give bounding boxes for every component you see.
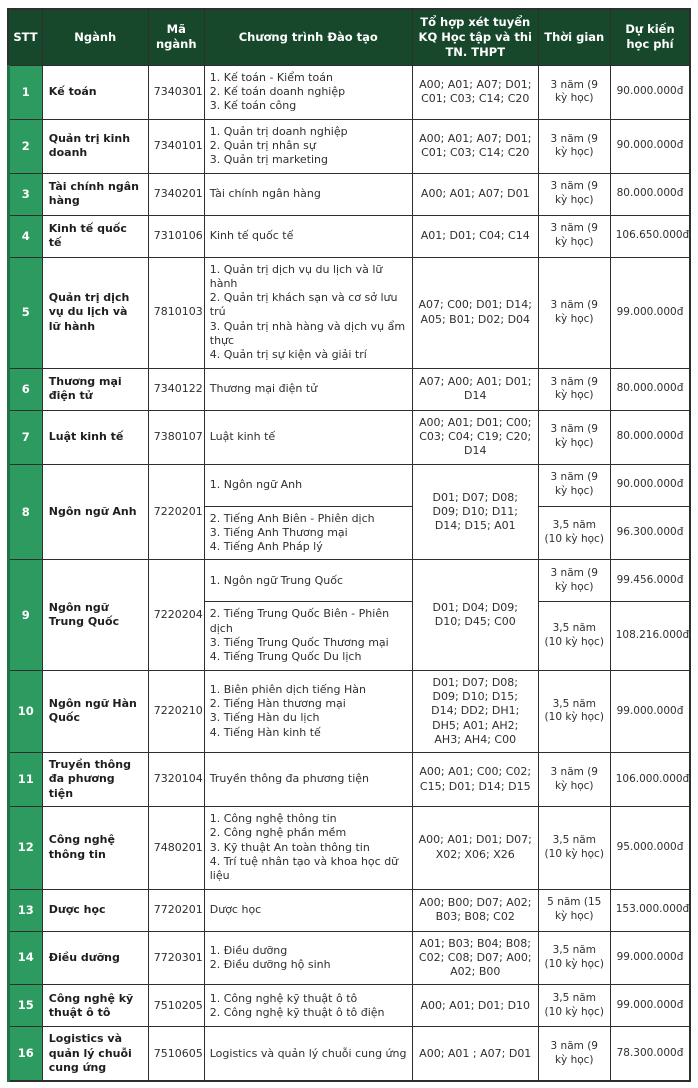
program-line: 3. Tiếng Anh Thương mại <box>209 525 348 539</box>
cell-subject-combos: A00; A01; A07; D01; C01; C03; C14; C20 <box>412 119 538 173</box>
cell-major: Ngôn ngữ Hàn Quốc <box>42 670 148 752</box>
cell-duration: 3 năm (9 kỳ học) <box>538 464 610 506</box>
cell-duration: 3 năm (9 kỳ học) <box>538 753 610 807</box>
cell-fee: 80.000.000đ <box>610 368 690 410</box>
program-line: Kinh tế quốc tế <box>209 228 294 242</box>
cell-stt: 10 <box>8 670 42 752</box>
program-line: 4. Tiếng Hàn kinh tế <box>209 725 321 739</box>
column-header-nganh: Ngành <box>42 9 148 65</box>
cell-fee: 106.650.000đ <box>610 215 690 257</box>
cell-programs <box>204 410 412 464</box>
program-line: Truyền thông đa phương tiện <box>209 772 369 786</box>
cell-major-code: 7340201 <box>148 173 204 215</box>
cell-fee: 99.000.000đ <box>610 670 690 752</box>
cell-duration: 5 năm (15 kỳ học) <box>538 889 610 931</box>
cell-subject-combos: A00; B00; D07; A02; B03; B08; C02 <box>412 889 538 931</box>
cell-subject-combos: D01; D04; D09; D10; D45; C00 <box>412 560 538 670</box>
cell-fee: 90.000.000đ <box>610 464 690 506</box>
cell-programs <box>204 560 412 602</box>
cell-major-code: 7220204 <box>148 560 204 670</box>
cell-subject-combos: A00; A01; C00; C02; C15; D01; D14; D15 <box>412 753 538 807</box>
program-line: 3. Tiếng Trung Quốc Thương mại <box>209 636 389 650</box>
program-line: 2. Tiếng Hàn thương mại <box>209 697 346 711</box>
program-line: 2. Quản trị khách sạn và cơ sở lưu trú <box>209 291 398 319</box>
cell-duration: 3 năm (9 kỳ học) <box>538 410 610 464</box>
cell-major-code: 7720201 <box>148 889 204 931</box>
table-row <box>8 753 690 807</box>
cell-major-code: 7340101 <box>148 119 204 173</box>
program-line: 1. Biên phiên dịch tiếng Hàn <box>209 682 366 696</box>
cell-major-code: 7510205 <box>148 985 204 1027</box>
cell-programs <box>204 889 412 931</box>
cell-fee: 96.300.000đ <box>610 506 690 560</box>
table-row <box>8 464 690 506</box>
cell-duration: 3 năm (9 kỳ học) <box>538 257 610 368</box>
cell-major-code: 7310106 <box>148 215 204 257</box>
cell-subject-combos: A07; A00; A01; D01; D14 <box>412 368 538 410</box>
cell-stt: 7 <box>8 410 42 464</box>
cell-major: Kế toán <box>42 65 148 119</box>
program-line: 3. Tiếng Hàn du lịch <box>209 711 320 725</box>
cell-subject-combos: A00; A01; D01; D10 <box>412 985 538 1027</box>
cell-fee: 90.000.000đ <box>610 119 690 173</box>
table-row <box>8 257 690 368</box>
cell-fee: 95.000.000đ <box>610 807 690 889</box>
table-row <box>8 368 690 410</box>
cell-fee: 108.216.000đ <box>610 602 690 670</box>
cell-stt: 1 <box>8 65 42 119</box>
table-row <box>8 889 690 931</box>
cell-fee: 99.456.000đ <box>610 560 690 602</box>
cell-stt: 6 <box>8 368 42 410</box>
cell-fee: 106.000.000đ <box>610 753 690 807</box>
program-line: 1. Quản trị doanh nghiệp <box>209 124 348 138</box>
program-line: Thương mại điện tử <box>209 382 318 396</box>
cell-duration: 3 năm (9 kỳ học) <box>538 173 610 215</box>
table-row <box>8 119 690 173</box>
table-row <box>8 807 690 889</box>
cell-stt: 9 <box>8 560 42 670</box>
cell-duration: 3 năm (9 kỳ học) <box>538 119 610 173</box>
program-line: Luật kinh tế <box>209 429 276 443</box>
cell-programs <box>204 65 412 119</box>
cell-programs <box>204 173 412 215</box>
cell-stt: 14 <box>8 931 42 985</box>
cell-programs <box>204 464 412 506</box>
cell-duration: 3 năm (9 kỳ học) <box>538 368 610 410</box>
program-line: 1. Kế toán - Kiểm toán <box>209 70 333 84</box>
column-header-to_hop: Tổ hợp xét tuyển KQ Học tập và thi TN. THPT <box>412 9 538 65</box>
cell-programs <box>204 506 412 560</box>
cell-major-code: 7810103 <box>148 257 204 368</box>
cell-fee: 90.000.000đ <box>610 65 690 119</box>
cell-duration: 3 năm (9 kỳ học) <box>538 215 610 257</box>
cell-fee: 99.000.000đ <box>610 985 690 1027</box>
program-line: 3. Quản trị marketing <box>209 153 329 167</box>
cell-programs <box>204 670 412 752</box>
cell-major-code: 7510605 <box>148 1027 204 1081</box>
table-row <box>8 65 690 119</box>
cell-duration: 3 năm (9 kỳ học) <box>538 1027 610 1081</box>
cell-programs <box>204 119 412 173</box>
program-line: 2. Quản trị nhân sự <box>209 139 316 152</box>
program-line: Logistics và quản lý chuỗi cung ứng <box>209 1046 407 1060</box>
table-row <box>8 560 690 602</box>
cell-major: Thương mại điện tử <box>42 368 148 410</box>
program-line: 1. Điều dưỡng <box>209 943 288 957</box>
cell-stt: 8 <box>8 464 42 560</box>
cell-subject-combos: A00; A01 ; A07; D01 <box>412 1027 538 1081</box>
cell-duration: 3,5 năm (10 kỳ học) <box>538 807 610 889</box>
program-line: Dược học <box>209 902 262 916</box>
program-line: 2. Công nghệ phần mềm <box>209 826 347 840</box>
cell-stt: 2 <box>8 119 42 173</box>
cell-fee: 80.000.000đ <box>610 410 690 464</box>
program-line: 2. Tiếng Trung Quốc Biên - Phiên dịch <box>209 607 390 635</box>
table-row <box>8 931 690 985</box>
cell-programs <box>204 931 412 985</box>
cell-duration: 3,5 năm (10 kỳ học) <box>538 506 610 560</box>
cell-subject-combos: A07; C00; D01; D14; A05; B01; D02; D04 <box>412 257 538 368</box>
column-header-ma_nganh: Mã ngành <box>148 9 204 65</box>
table-row <box>8 173 690 215</box>
program-line: 4. Tiếng Trung Quốc Du lịch <box>209 650 362 664</box>
cell-major-code: 7720301 <box>148 931 204 985</box>
cell-stt: 11 <box>8 753 42 807</box>
cell-major: Truyền thông đa phương tiện <box>42 753 148 807</box>
program-line: 2. Tiếng Anh Biên - Phiên dịch <box>209 511 375 525</box>
cell-major: Công nghệ kỹ thuật ô tô <box>42 985 148 1027</box>
program-line: 4. Trí tuệ nhân tạo và khoa học dữ liệu <box>209 854 399 883</box>
header-row <box>8 9 690 65</box>
cell-fee: 99.000.000đ <box>610 931 690 985</box>
cell-subject-combos: A00; A01; A07; D01 <box>412 173 538 215</box>
program-line: 3. Quản trị nhà hàng và dịch vụ ẩm thực <box>209 319 406 348</box>
column-header-chuong_trinh: Chương trình Đào tạo <box>204 9 412 65</box>
cell-fee: 153.000.000đ <box>610 889 690 931</box>
cell-major: Quản trị dịch vụ du lịch và lữ hành <box>42 257 148 368</box>
cell-major: Tài chính ngân hàng <box>42 173 148 215</box>
cell-major-code: 7340122 <box>148 368 204 410</box>
cell-subject-combos: A00; A01; D01; C00; C03; C04; C19; C20; D14 <box>412 410 538 464</box>
cell-subject-combos: A00; A01; D01; D07; X02; X06; X26 <box>412 807 538 889</box>
table-row <box>8 410 690 464</box>
cell-programs <box>204 985 412 1027</box>
cell-duration: 3,5 năm (10 kỳ học) <box>538 670 610 752</box>
cell-stt: 5 <box>8 257 42 368</box>
cell-major: Ngôn ngữ Anh <box>42 464 148 560</box>
cell-major: Dược học <box>42 889 148 931</box>
tuition-table <box>7 8 692 1082</box>
column-header-stt: STT <box>8 9 42 65</box>
cell-programs <box>204 753 412 807</box>
program-line: 2. Điều dưỡng hộ sinh <box>209 957 331 971</box>
cell-major-code: 7220210 <box>148 670 204 752</box>
cell-duration: 3 năm (9 kỳ học) <box>538 560 610 602</box>
table-row <box>8 985 690 1027</box>
cell-fee: 80.000.000đ <box>610 173 690 215</box>
cell-major: Điều dưỡng <box>42 931 148 985</box>
column-header-hoc_phi: Dự kiến học phí <box>610 9 690 65</box>
cell-programs <box>204 368 412 410</box>
cell-major-code: 7380107 <box>148 410 204 464</box>
cell-major-code: 7320104 <box>148 753 204 807</box>
cell-programs <box>204 1027 412 1081</box>
cell-major: Ngôn ngữ Trung Quốc <box>42 560 148 670</box>
cell-major: Công nghệ thông tin <box>42 807 148 889</box>
cell-major: Logistics và quản lý chuỗi cung ứng <box>42 1027 148 1081</box>
cell-duration: 3,5 năm (10 kỳ học) <box>538 602 610 670</box>
cell-stt: 16 <box>8 1027 42 1081</box>
program-line: 2. Kế toán doanh nghiệp <box>209 85 346 99</box>
program-line: 3. Kỹ thuật An toàn thông tin <box>209 840 370 854</box>
cell-stt: 12 <box>8 807 42 889</box>
table-header <box>8 9 690 65</box>
cell-major: Luật kinh tế <box>42 410 148 464</box>
cell-major: Quản trị kinh doanh <box>42 119 148 173</box>
cell-major-code: 7480201 <box>148 807 204 889</box>
program-line: 1. Ngôn ngữ Anh <box>209 477 303 491</box>
cell-major: Kinh tế quốc tế <box>42 215 148 257</box>
cell-subject-combos: A01; D01; C04; C14 <box>412 215 538 257</box>
cell-subject-combos: D01; D07; D08; D09; D10; D15; D14; DD2; DH1; DH5; A01; AH2; AH3; AH4; C00 <box>412 670 538 752</box>
cell-subject-combos: A01; B03; B04; B08; C02; C08; D07; A00; A02; B00 <box>412 931 538 985</box>
program-line: 1. Công nghệ kỹ thuật ô tô <box>209 991 358 1005</box>
program-line: 1. Quản trị dịch vụ du lịch và lữ hành <box>209 262 383 290</box>
table-row <box>8 670 690 752</box>
cell-duration: 3 năm (9 kỳ học) <box>538 65 610 119</box>
cell-stt: 4 <box>8 215 42 257</box>
program-line: 1. Công nghệ thông tin <box>209 812 337 826</box>
cell-subject-combos: D01; D07; D08; D09; D10; D11; D14; D15; A01 <box>412 464 538 560</box>
cell-stt: 15 <box>8 985 42 1027</box>
program-line: 2. Công nghệ kỹ thuật ô tô điện <box>209 1005 385 1019</box>
cell-duration: 3,5 năm (10 kỳ học) <box>538 931 610 985</box>
cell-duration: 3,5 năm (10 kỳ học) <box>538 985 610 1027</box>
program-line: 4. Quản trị sự kiện và giải trí <box>209 348 367 362</box>
cell-stt: 13 <box>8 889 42 931</box>
cell-fee: 78.300.000đ <box>610 1027 690 1081</box>
table-row <box>8 215 690 257</box>
program-line: 3. Kế toán công <box>209 99 297 113</box>
cell-major-code: 7340301 <box>148 65 204 119</box>
program-line: Tài chính ngân hàng <box>209 186 321 200</box>
cell-programs <box>204 215 412 257</box>
program-line: 1. Ngôn ngữ Trung Quốc <box>209 573 344 587</box>
table-body <box>8 65 690 1081</box>
cell-programs <box>204 807 412 889</box>
program-line: 4. Tiếng Anh Pháp lý <box>209 540 323 554</box>
cell-fee: 99.000.000đ <box>610 257 690 368</box>
cell-programs <box>204 257 412 368</box>
cell-subject-combos: A00; A01; A07; D01; C01; C03; C14; C20 <box>412 65 538 119</box>
cell-major-code: 7220201 <box>148 464 204 560</box>
cell-programs <box>204 602 412 670</box>
cell-stt: 3 <box>8 173 42 215</box>
table-row <box>8 1027 690 1081</box>
column-header-thoi_gian: Thời gian <box>538 9 610 65</box>
